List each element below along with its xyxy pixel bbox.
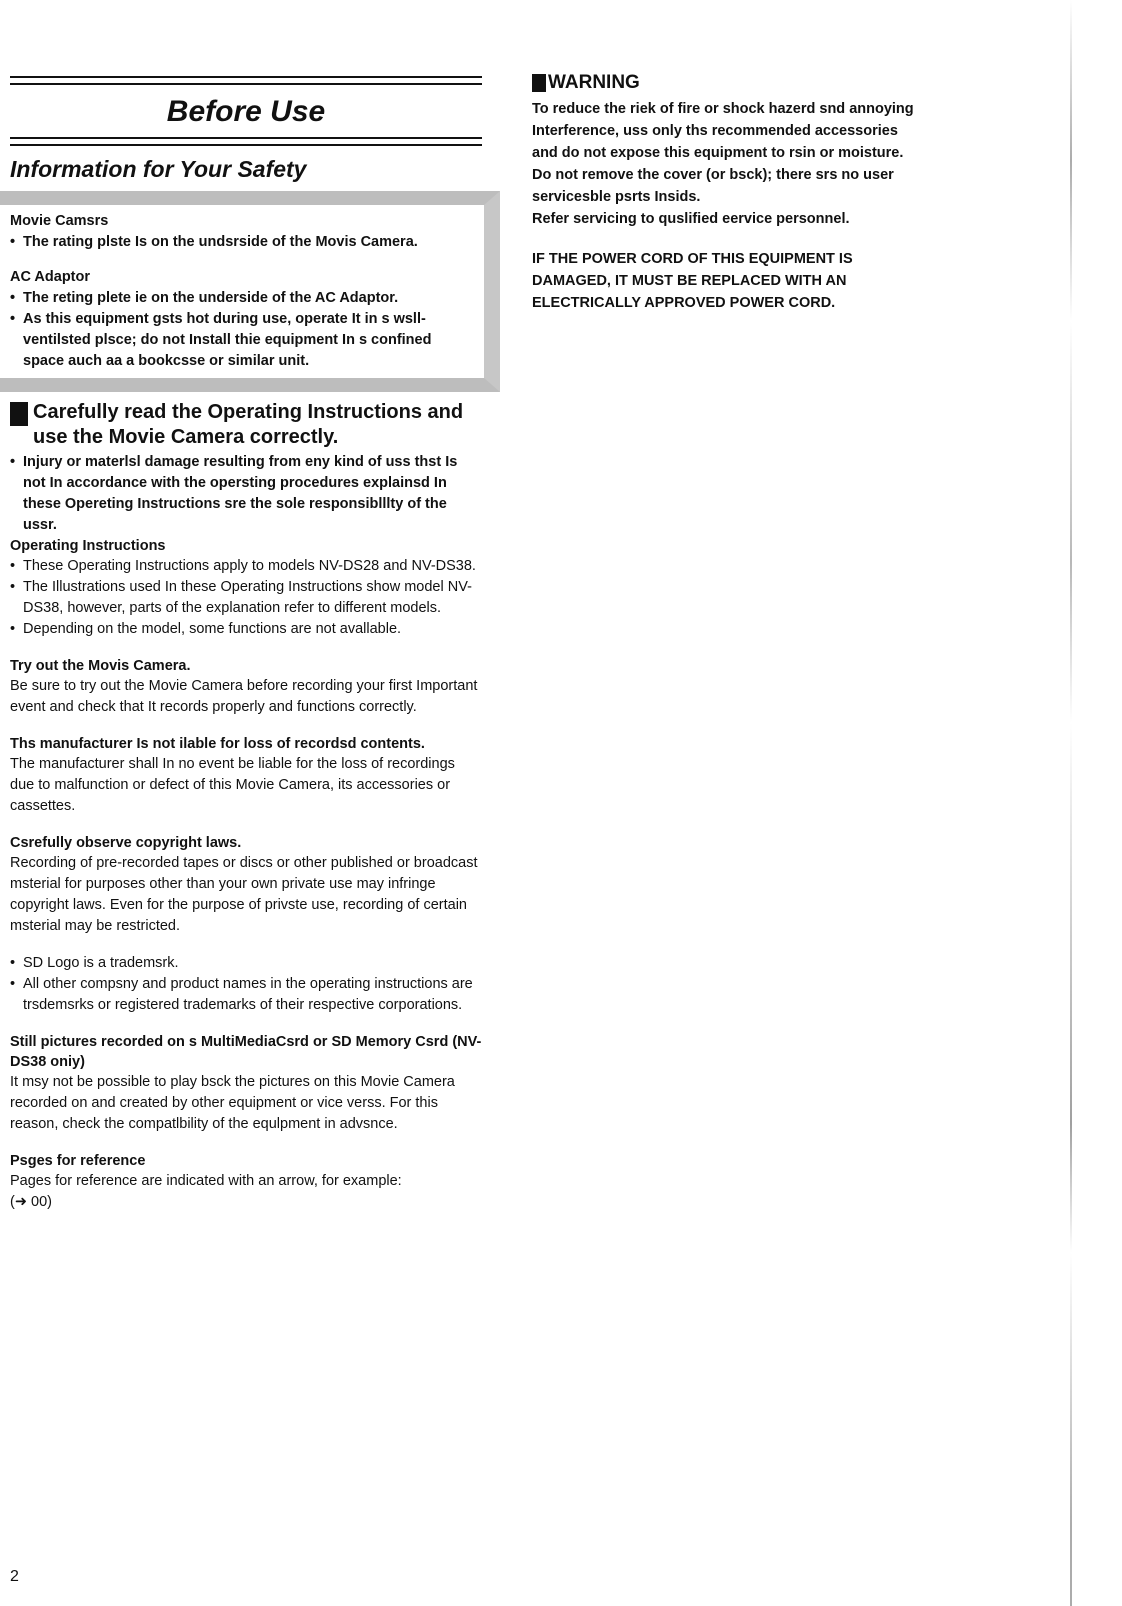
warning-text xyxy=(532,98,1002,230)
title-rule-top xyxy=(10,76,482,85)
square-bullet-icon xyxy=(10,402,28,426)
power-cord-line: DAMAGED, IT MUST BE REPLACED WITH AN xyxy=(532,273,847,289)
power-cord-line: IF THE POWER CORD OF THIS EQUIPMENT IS xyxy=(532,251,853,267)
right-column xyxy=(532,72,1002,314)
section-heading: Still pictures recorded on s MultiMediaCsrd or SD Memory Csrd (NV-DS38 oniy) xyxy=(10,1034,482,1070)
list-item xyxy=(10,577,482,619)
bullet-icon: • xyxy=(10,234,16,250)
careful-read-heading xyxy=(10,400,482,450)
warning-heading xyxy=(532,72,1002,94)
section-try-out xyxy=(10,656,482,718)
page-subtitle: Information for Your Safety xyxy=(10,156,307,182)
bullet-icon: • xyxy=(10,454,16,470)
operating-instructions-item: Depending on the model, some functions are not avallable. xyxy=(23,621,402,637)
section-copyright xyxy=(10,833,482,937)
bullet-icon: • xyxy=(10,579,16,595)
section-heading: Ths manufacturer Is not ilable for loss of recordsd contents. xyxy=(10,736,425,752)
square-bullet-icon xyxy=(532,74,546,92)
section-body: The manufacturer shall In no event be liable for the loss of recordings due to malfunction or defect of this Movie Camera, its accessories or cassettes. xyxy=(10,756,455,814)
list-item xyxy=(10,309,476,372)
section-heading: Psges for reference xyxy=(10,1153,146,1169)
careful-read-item: Injury or materlsl damage resulting from eny kind of uss thst Is not In accordance with the opersting procedures explainsd In these Opereting Instructions sre the sole responsiblllty of the ussr. xyxy=(23,454,458,533)
warning-line: servicesble psrts Insids. xyxy=(532,189,701,205)
section-pages-reference xyxy=(10,1151,482,1213)
title-rule-bottom xyxy=(10,137,482,146)
movie-camera-item: The rating plste Is on the undsrside of the Movis Camera. xyxy=(23,234,418,250)
list-item xyxy=(10,556,482,577)
list-item xyxy=(10,232,476,253)
bullet-icon: • xyxy=(10,621,16,637)
warning-line: To reduce the riek of fire or shock hazerd snd annoying xyxy=(532,101,914,117)
section-body: Pages for reference are indicated with an arrow, for example: xyxy=(10,1173,402,1189)
page-number: 2 xyxy=(10,1568,19,1585)
bullet-icon: • xyxy=(10,558,16,574)
scan-edge-artifact xyxy=(1070,0,1072,1606)
list-item xyxy=(10,288,476,309)
warning-line: Interference, uss only ths recommended accessories xyxy=(532,123,898,139)
ac-adaptor-item: The reting plete ie on the underside of the AC Adaptor. xyxy=(23,290,399,306)
bullet-icon: • xyxy=(10,976,16,992)
section-heading: Csrefully observe copyright laws. xyxy=(10,835,242,851)
movie-camera-heading: Movie Camsrs xyxy=(10,213,109,229)
section-body: It msy not be possible to play bsck the pictures on this Movie Camera recorded on and created by other equipment or vice verss. For this reason, check the compatlbility of the equlpment in advsnce. xyxy=(10,1074,455,1132)
bullet-icon: • xyxy=(10,311,16,327)
warning-line: Do not remove the cover (or bsck); there srs no user xyxy=(532,167,894,183)
section-still-pictures xyxy=(10,1032,482,1135)
ac-adaptor-heading: AC Adaptor xyxy=(10,269,91,285)
bullet-icon: • xyxy=(10,955,16,971)
list-item xyxy=(10,619,482,640)
operating-instructions-item: The Illustrations used In these Operating Instructions show model NV-DS38, however, parts of the explanation refer to different models. xyxy=(23,579,472,616)
warning-line: Refer servicing to quslified eervice personnel. xyxy=(532,211,850,227)
list-item xyxy=(10,953,482,974)
list-item xyxy=(10,452,482,536)
careful-read-heading-text: Carefully read the Operating Instructions and use the Movie Camera correctly. xyxy=(33,401,464,448)
trademarks xyxy=(10,953,482,1016)
warning-heading-text: WARNING xyxy=(548,72,640,93)
bullet-icon: • xyxy=(10,290,16,306)
power-cord-notice xyxy=(532,248,1002,314)
ac-adaptor-item: As this equipment gsts hot during use, operate It in s wsll-ventilsted plsce; do not Install thie equipment In s confined space auch aa a bookcsse or similar unit. xyxy=(23,311,432,369)
section-heading: Try out the Movis Camera. xyxy=(10,658,191,674)
reference-example: (➜ 00) xyxy=(10,1194,52,1210)
operating-instructions-heading: Operating Instructions xyxy=(10,538,166,554)
power-cord-line: ELECTRICALLY APPROVED POWER CORD. xyxy=(532,295,836,311)
section-manufacturer xyxy=(10,734,482,817)
left-column xyxy=(10,76,482,1213)
warning-line: and do not expose this equipment to rsin or moisture. xyxy=(532,145,904,161)
list-item xyxy=(10,974,482,1016)
trademark-item: All other compsny and product names in the operating instructions are trsdemsrks or registered trademarks of their respective corporations. xyxy=(23,976,473,1013)
trademark-item: SD Logo is a trademsrk. xyxy=(23,955,179,971)
page-title: Before Use xyxy=(166,95,326,128)
section-body: Be sure to try out the Movie Camera before recording your first Important event and check that It records properly and functions correctly. xyxy=(10,678,478,715)
operating-instructions-item: These Operating Instructions apply to models NV-DS28 and NV-DS38. xyxy=(23,558,476,574)
safety-box xyxy=(0,191,500,392)
section-body: Recording of pre-recorded tapes or discs or other published or broadcast msterial for purposes other than your own private use may infringe copyright laws. Even for the purpose of privste use, recording of certain msterial may be restricted. xyxy=(10,855,478,934)
